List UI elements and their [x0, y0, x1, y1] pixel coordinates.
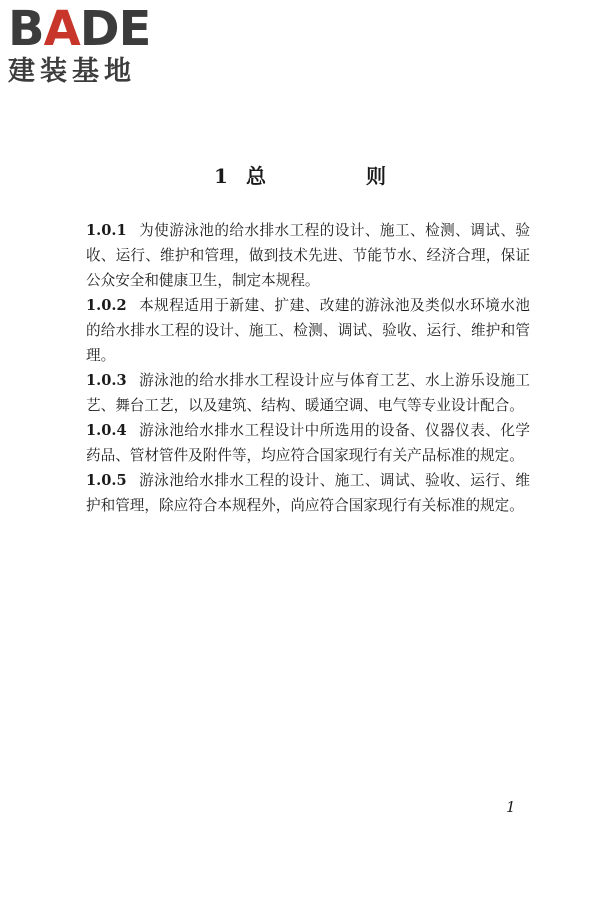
chapter-title-text: 总 则: [245, 164, 426, 188]
clause-number: 1.0.2: [86, 297, 127, 314]
page-number: 1: [506, 798, 516, 816]
clause-number: 1.0.3: [86, 372, 127, 389]
logo-subtitle: 建装基地: [8, 56, 136, 87]
logo-letter-b: B: [8, 1, 44, 57]
clause-text: 游泳池给水排水工程设计中所选用的设备、仪器仪表、化学药品、管材管件及附件等，均应符合国家现行有关产品标准的规定。: [86, 422, 530, 464]
logo-wordmark: [8, 1, 178, 57]
chapter-number: 1: [214, 164, 230, 188]
brand-logo: [8, 1, 178, 88]
clause-list: [86, 218, 530, 518]
clause-1-0-4: [86, 418, 530, 468]
clause-1-0-3: [86, 368, 530, 418]
clause-text: 游泳池给水排水工程的设计、施工、调试、验收、运行、维护和管理，除应符合本规程外，尚应符合国家现行有关标准的规定。: [86, 472, 530, 514]
clause-1-0-5: [86, 468, 530, 518]
clause-number: 1.0.1: [86, 222, 127, 239]
clause-text: 游泳池的给水排水工程设计应与体育工艺、水上游乐设施工艺、舞台工艺，以及建筑、结构、暖通空调、电气等专业设计配合。: [86, 372, 530, 414]
logo-letter-a: A: [43, 1, 80, 57]
chapter-title: [0, 160, 600, 189]
logo-letters-de: DE: [79, 1, 151, 57]
clause-text: 本规程适用于新建、扩建、改建的游泳池及类似水环境水池的给水排水工程的设计、施工、检测、调试、验收、运行、维护和管理。: [86, 297, 530, 364]
clause-number: 1.0.4: [86, 422, 127, 439]
clause-1-0-2: [86, 293, 530, 368]
clause-number: 1.0.5: [86, 472, 127, 489]
clause-1-0-1: [86, 218, 530, 293]
clause-text: 为使游泳池的给水排水工程的设计、施工、检测、调试、验收、运行、维护和管理，做到技术先进、节能节水、经济合理，保证公众安全和健康卫生，制定本规程。: [86, 222, 530, 289]
